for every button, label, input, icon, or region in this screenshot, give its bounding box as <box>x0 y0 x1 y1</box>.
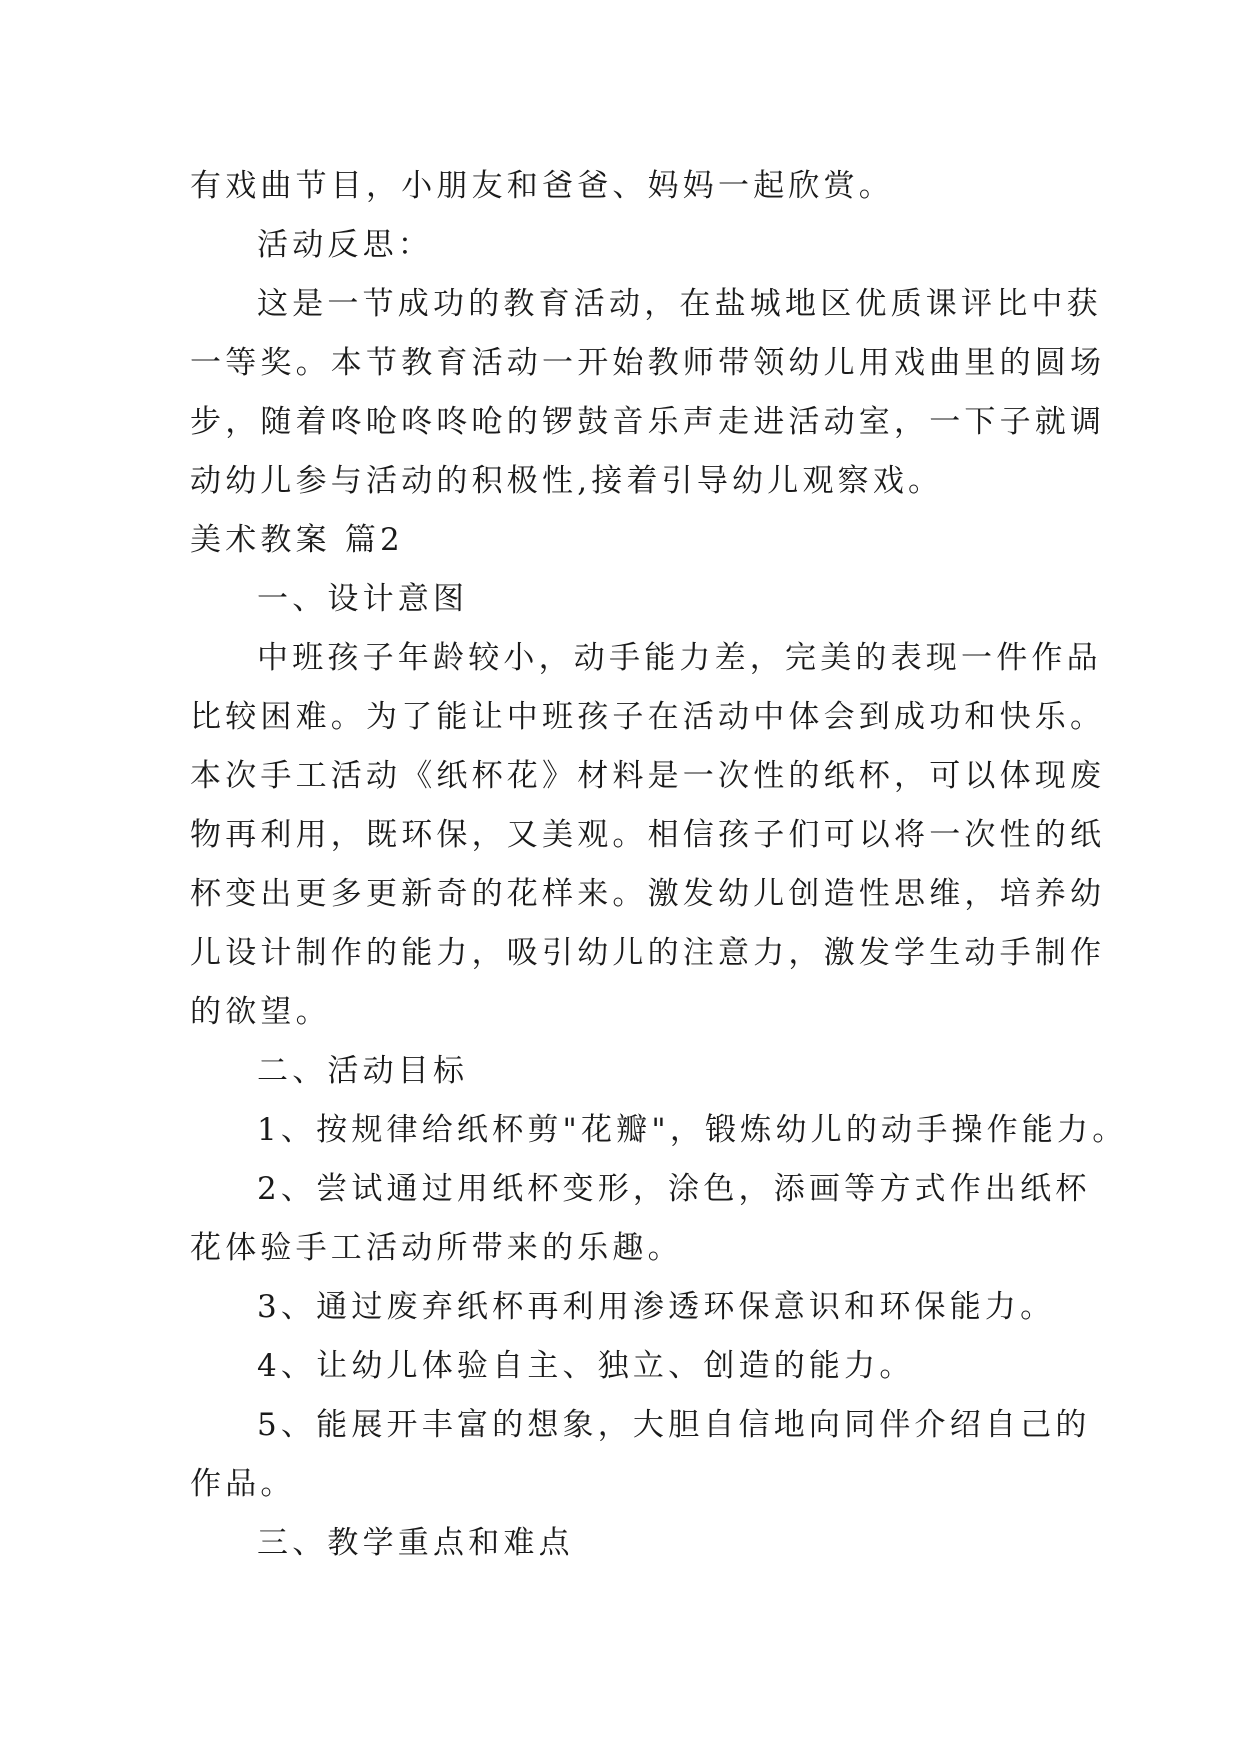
paragraph-line: 物再利用，既环保，又美观。相信孩子们可以将一次性的纸 <box>190 817 1106 853</box>
section-heading-goals: 二、活动目标 <box>257 1053 469 1089</box>
paragraph-line: 的欲望。 <box>190 994 331 1030</box>
section-heading-design-intent: 一、设计意图 <box>257 581 469 617</box>
paragraph-line: 有戏曲节目，小朋友和爸爸、妈妈一起欣赏。 <box>190 168 894 204</box>
paragraph-line: 比较困难。为了能让中班孩子在活动中体会到成功和快乐。 <box>190 699 1106 735</box>
article-title: 美术教案 篇2 <box>190 522 404 558</box>
section-heading-key-points: 三、教学重点和难点 <box>257 1525 574 1561</box>
goal-item: 3、通过废弃纸杯再利用渗透环保意识和环保能力。 <box>257 1289 1056 1325</box>
paragraph-line: 杯变出更多更新奇的花样来。激发幼儿创造性思维，培养幼 <box>190 876 1106 912</box>
paragraph-line: 动幼儿参与活动的积极性,接着引导幼儿观察戏。 <box>190 463 944 499</box>
goal-item-continuation: 作品。 <box>190 1466 296 1502</box>
paragraph-line: 一等奖。本节教育活动一开始教师带领幼儿用戏曲里的圆场 <box>190 345 1106 381</box>
section-heading-reflection: 活动反思： <box>257 227 433 263</box>
goal-item: 1、按规律给纸杯剪"花瓣"，锻炼幼儿的动手操作能力。 <box>257 1112 1128 1148</box>
paragraph-line: 儿设计制作的能力，吸引幼儿的注意力，激发学生动手制作 <box>190 935 1106 971</box>
goal-item: 4、让幼儿体验自主、独立、创造的能力。 <box>257 1348 915 1384</box>
paragraph-line: 中班孩子年龄较小，动手能力差，完美的表现一件作品 <box>257 640 1102 676</box>
goal-item-continuation: 花体验手工活动所带来的乐趣。 <box>190 1230 683 1266</box>
paragraph-line: 本次手工活动《纸杯花》材料是一次性的纸杯，可以体现废 <box>190 758 1106 794</box>
paragraph-line: 步，随着咚呛咚咚呛的锣鼓音乐声走进活动室，一下子就调 <box>190 404 1106 440</box>
goal-item: 2、尝试通过用纸杯变形，涂色，添画等方式作出纸杯 <box>257 1171 1091 1207</box>
paragraph-line: 这是一节成功的教育活动，在盐城地区优质课评比中获 <box>257 286 1102 322</box>
goal-item: 5、能展开丰富的想象，大胆自信地向同伴介绍自己的 <box>257 1407 1091 1443</box>
